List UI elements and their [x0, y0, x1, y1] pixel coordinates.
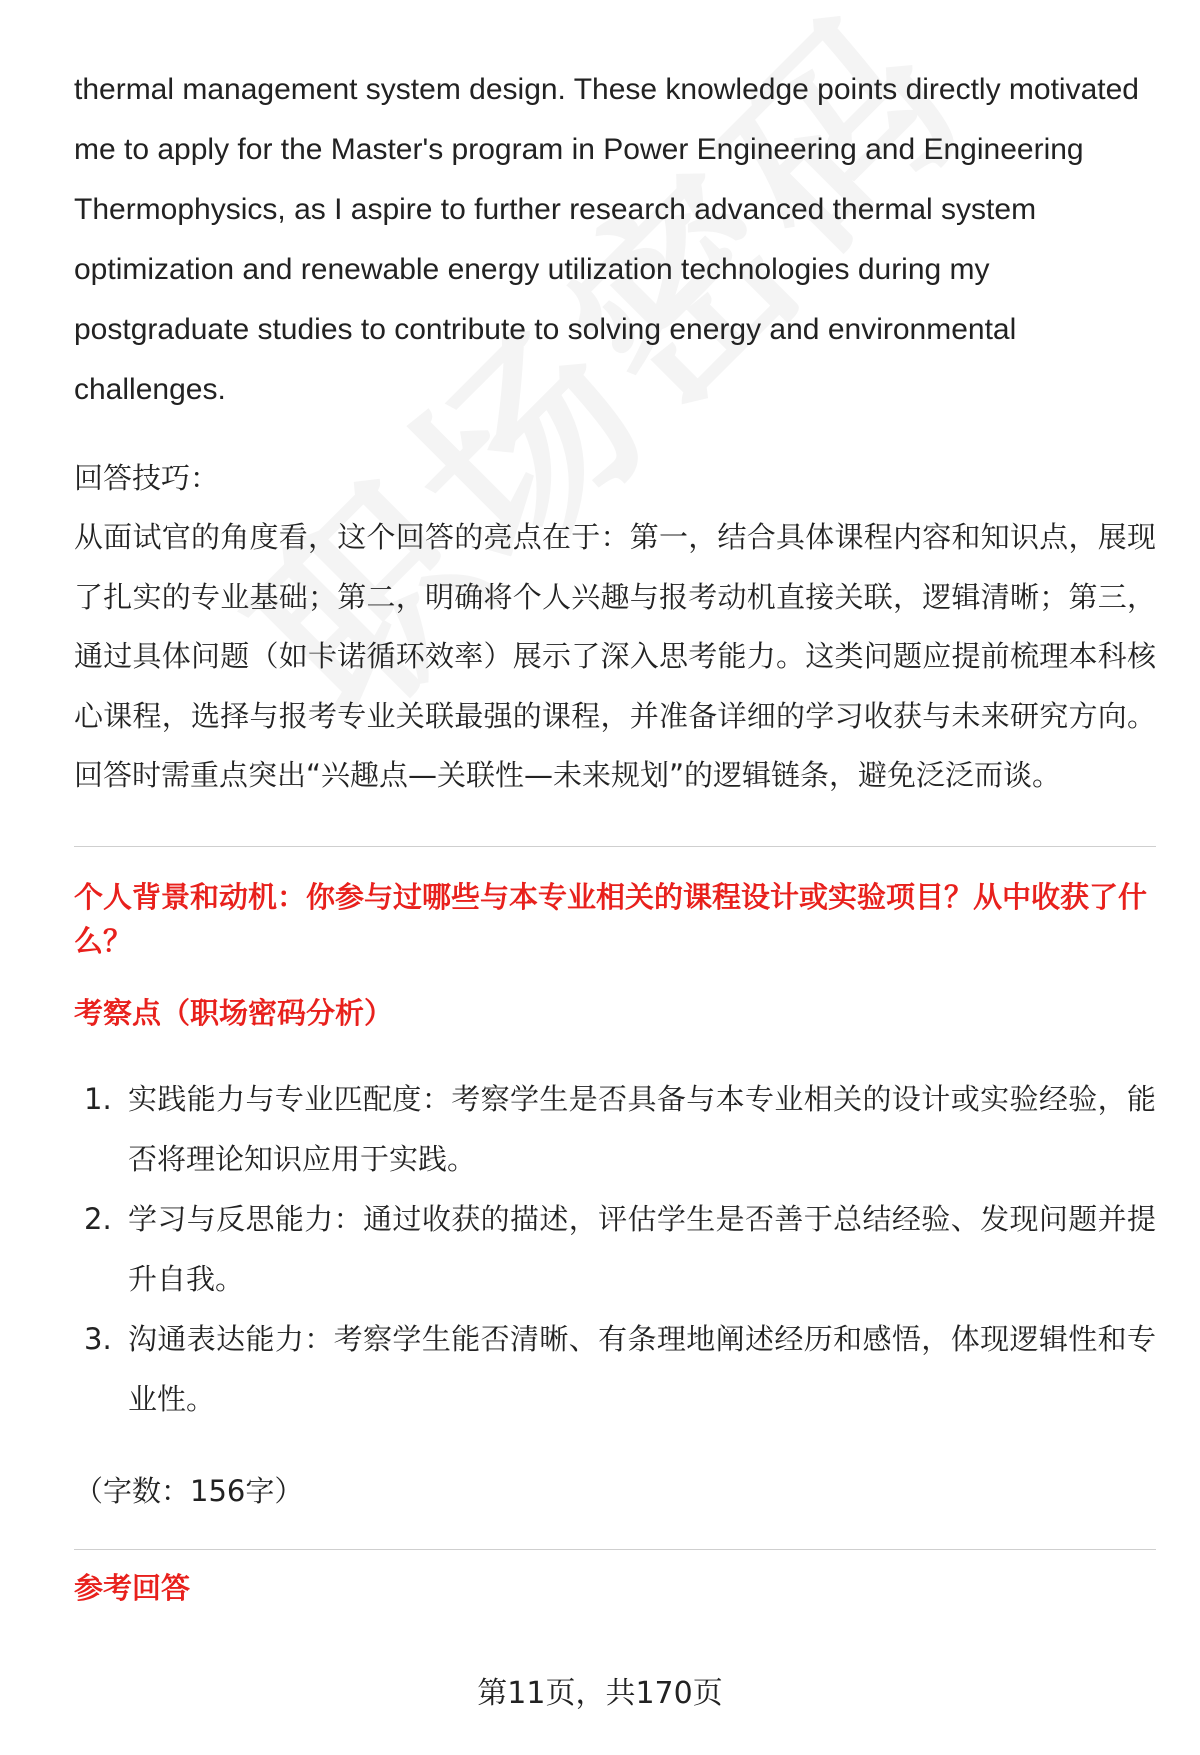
- page-content: [74, 60, 1156, 1610]
- list-text: 实践能力与专业匹配度：考察学生是否具备与本专业相关的设计或实验经验，能否将理论知识应用于实践。: [128, 1081, 1156, 1176]
- analysis-title: 考察点（职场密码分析）: [74, 995, 394, 1030]
- analysis-points: [74, 1069, 1156, 1429]
- list-text: 学习与反思能力：通过收获的描述，评估学生是否善于总结经验、发现问题并提升自我。: [128, 1201, 1156, 1296]
- section-divider: [74, 1549, 1156, 1550]
- answer-tips: [74, 448, 1156, 806]
- list-item: [74, 1189, 1156, 1309]
- tips-body: 从面试官的角度看，这个回答的亮点在于：第一，结合具体课程内容和知识点，展现了扎实的专业基础；第二，明确将个人兴趣与报考动机直接关联，逻辑清晰；第三，通过具体问题（如卡诺循环效率）展示了深入思考能力。这类问题应提前梳理本科核心课程，选择与报考专业关联最强的课程，并准备详细的学习收获与未来研究方向。回答时需重点突出“兴趣点—关联性—未来规划”的逻辑链条，避免泛泛而谈。: [74, 520, 1156, 792]
- list-number: 3.: [84, 1321, 112, 1356]
- question-heading: 个人背景和动机：你参与过哪些与本专业相关的课程设计或实验项目？从中收获了什么？: [74, 879, 1148, 958]
- list-number: 1.: [84, 1081, 112, 1116]
- english-answer-paragraph: thermal management system design. These knowledge points directly motivated me to apply for the Master's program in Power Engineering and Engineering Thermophysics, as I aspire to further research advanced thermal system optimization and renewable energy utilization technologies during my postgraduate studies to contribute to solving energy and environmental challenges.: [74, 73, 1139, 406]
- tips-label: 回答技巧：: [74, 461, 220, 495]
- reference-answer-title: 参考回答: [74, 1570, 191, 1605]
- list-item: [74, 1309, 1156, 1429]
- page-footer: 第11页，共170页: [477, 1676, 723, 1711]
- list-text: 沟通表达能力：考察学生能否清晰、有条理地阐述经历和感悟，体现逻辑性和专业性。: [128, 1321, 1156, 1416]
- list-number: 2.: [84, 1201, 112, 1236]
- list-item: [74, 1069, 1156, 1189]
- section-divider: [74, 846, 1156, 847]
- word-count: （字数：156字）: [74, 1473, 304, 1508]
